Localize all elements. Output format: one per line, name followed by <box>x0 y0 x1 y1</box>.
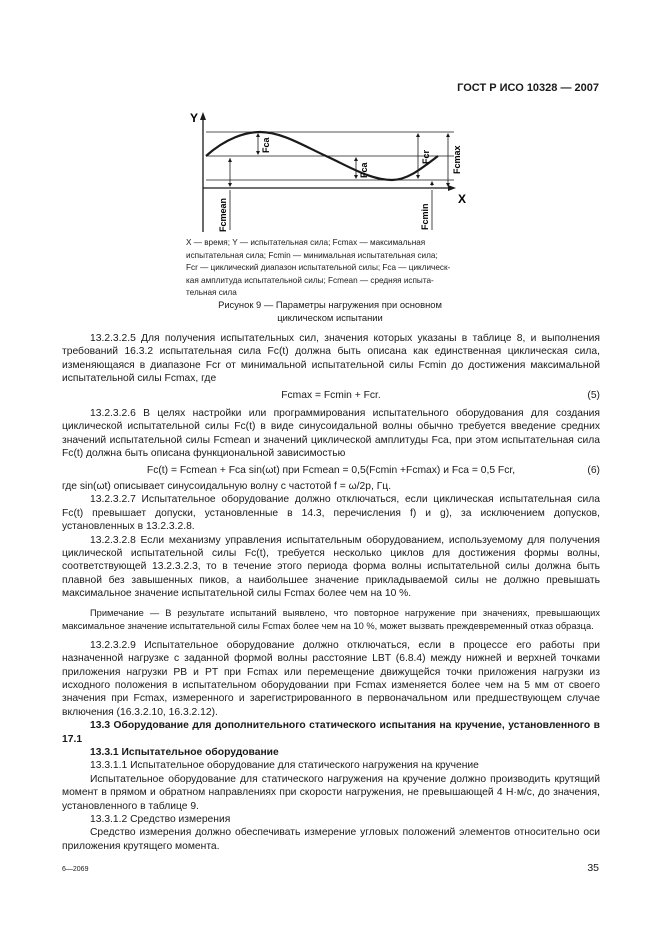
equation-6 <box>62 464 600 477</box>
legend-line: X — время; Y — испытательная сила; Fcmax — максимальная <box>186 238 426 247</box>
equation-number: (6) <box>587 464 600 476</box>
equation-text: Fc(t) = Fcmean + Fca sin(ωt) при Fcmean = 0,5(Fcmin +Fcmax) и Fca = 0,5 Fcr, <box>146 464 516 476</box>
x-axis-label: X <box>458 192 467 206</box>
equation-number: (5) <box>587 389 600 401</box>
paragraph: 13.2.3.2.7 Испытательное оборудование должно отключаться, если циклическая испытательная сила Fc(t) превышает допуски, установленные в 14.3, перечисления f) и g), за исключением допусков, установленных в 13.2.3.2.8. <box>62 494 600 533</box>
fcmean-label: Fcmean <box>218 197 228 232</box>
section-heading: 13.3 Оборудование для дополнительного статического испытания на кручение, установленного в 17.1 <box>62 720 600 745</box>
caption-line: циклическом испытании <box>277 312 383 323</box>
paragraph: 13.2.3.2.6 В целях настройки или программирования испытательного оборудования для создания циклической испытательной силы Fc(t) в виде синусоидальной волны обычно требуется введение средних значений испытательной силы Fcmean и значений циклической амплитуды Fca, при этом испытательная сила Fc(t) должна быть описана функциональной зависимостью <box>62 408 600 460</box>
fcr-label: Fcr <box>421 149 431 164</box>
paragraph: где sin(ωt) описывает синусоидальную волну с частотой f = ω/2p, Гц. <box>62 481 392 493</box>
body-text <box>62 332 600 853</box>
paragraph: Испытательное оборудование для статического нагружения на кручение должно производить крутящий момент в прямом и обратном направлениях при скорости нагружения, не превышающей 4 Н·м/с, до значения, установленного в таблице 9. <box>62 773 600 812</box>
y-axis-label: Y <box>190 111 199 125</box>
caption-line: Рисунок 9 — Параметры нагружения при основном <box>218 299 442 310</box>
figure-caption <box>180 298 480 324</box>
fca-label-top: Fca <box>261 137 271 153</box>
paragraph: 13.2.3.2.5 Для получения испытательных сил, значения которых указаны в таблице 8, и выполнения требований 16.3.2 испытательная сила Fc(t) должна быть описана как единственная циклическая сила, изменяющаяся в диапазоне Fcr от минимальной испытательной силы Fcmin до достижения максимальной испытательной силы Fcmax, где <box>62 333 600 385</box>
equation-text: Fcmax = Fcmin + Fcr. <box>281 389 381 401</box>
paragraph: 13.3.1.2 Средство измерения <box>90 813 231 825</box>
page-number: 35 <box>587 862 599 874</box>
subsection-heading: 13.3.1 Испытательное оборудование <box>90 746 279 758</box>
note: Примечание — В результате испытаний выявлено, что повторное нагружение при значениях, превышающих максимальное значение испытательной силы Fcmax более чем на 10 %, может вызвать преждевременный отказ образца. <box>62 607 600 631</box>
equation-5 <box>62 389 600 402</box>
footer-code: 6—2069 <box>62 866 89 873</box>
fcmax-label: Fcmax <box>452 145 462 174</box>
paragraph: 13.2.3.2.8 Если механизму управления испытательным оборудованием, используемому для получения циклической испытательной силы Fc(t), требуется несколько циклов для достижения формы волны, соответствующей 13.2.3.2.3, то в течение этого периода форма волны испытательной силы должна быть плавной без завышенных пиков, а наибольшее значение прикладываемой силы не должно превышать максимальное значение испытательной силы Fcmax более чем на 10 %. <box>62 534 600 600</box>
y-axis-arrow <box>200 112 206 120</box>
legend-line: кая амплитуда испытательной силы; Fcmean — средняя испыта- <box>186 275 434 285</box>
force-waveform-figure <box>186 108 486 238</box>
legend-line: тельная сила <box>186 288 237 298</box>
figure-legend <box>186 237 471 300</box>
x-axis-arrow <box>448 185 456 191</box>
fca-label-bottom: Fca <box>359 162 369 178</box>
legend-line: испытательная сила; Fcmin — минимальная испытательная сила; <box>186 250 438 260</box>
paragraph: 13.2.3.2.9 Испытательное оборудование должно отключаться, если в процессе его работы при назначенной нагрузке с заданной формой волны расстояние LBT (6.8.4) между нижней и верхней точками приложения нагрузки PB и PT при Fcmax или перемещение движущейся точки приложения нагрузки из исходного положения в испытательном оборудовании при Fcmax изменяется более чем на 5 мм от своего значения при Fcmax, измеренного и зарегистрированного в первоначальном или предшествующем случае включения (16.3.2.10, 16.3.2.12). <box>62 639 600 718</box>
document-header: ГОСТ Р ИСО 10328 — 2007 <box>457 82 599 94</box>
legend-line: Fcr — циклический диапазон испытательной силы; Fca — циклическ- <box>186 263 451 273</box>
paragraph: 13.3.1.1 Испытательное оборудование для статического нагружения на кручение <box>90 760 479 772</box>
fcmin-label: Fcmin <box>420 203 430 230</box>
paragraph: Средство измерения должно обеспечивать измерение угловых положений элементов относительно оси приложения крутящего момента. <box>62 827 600 852</box>
